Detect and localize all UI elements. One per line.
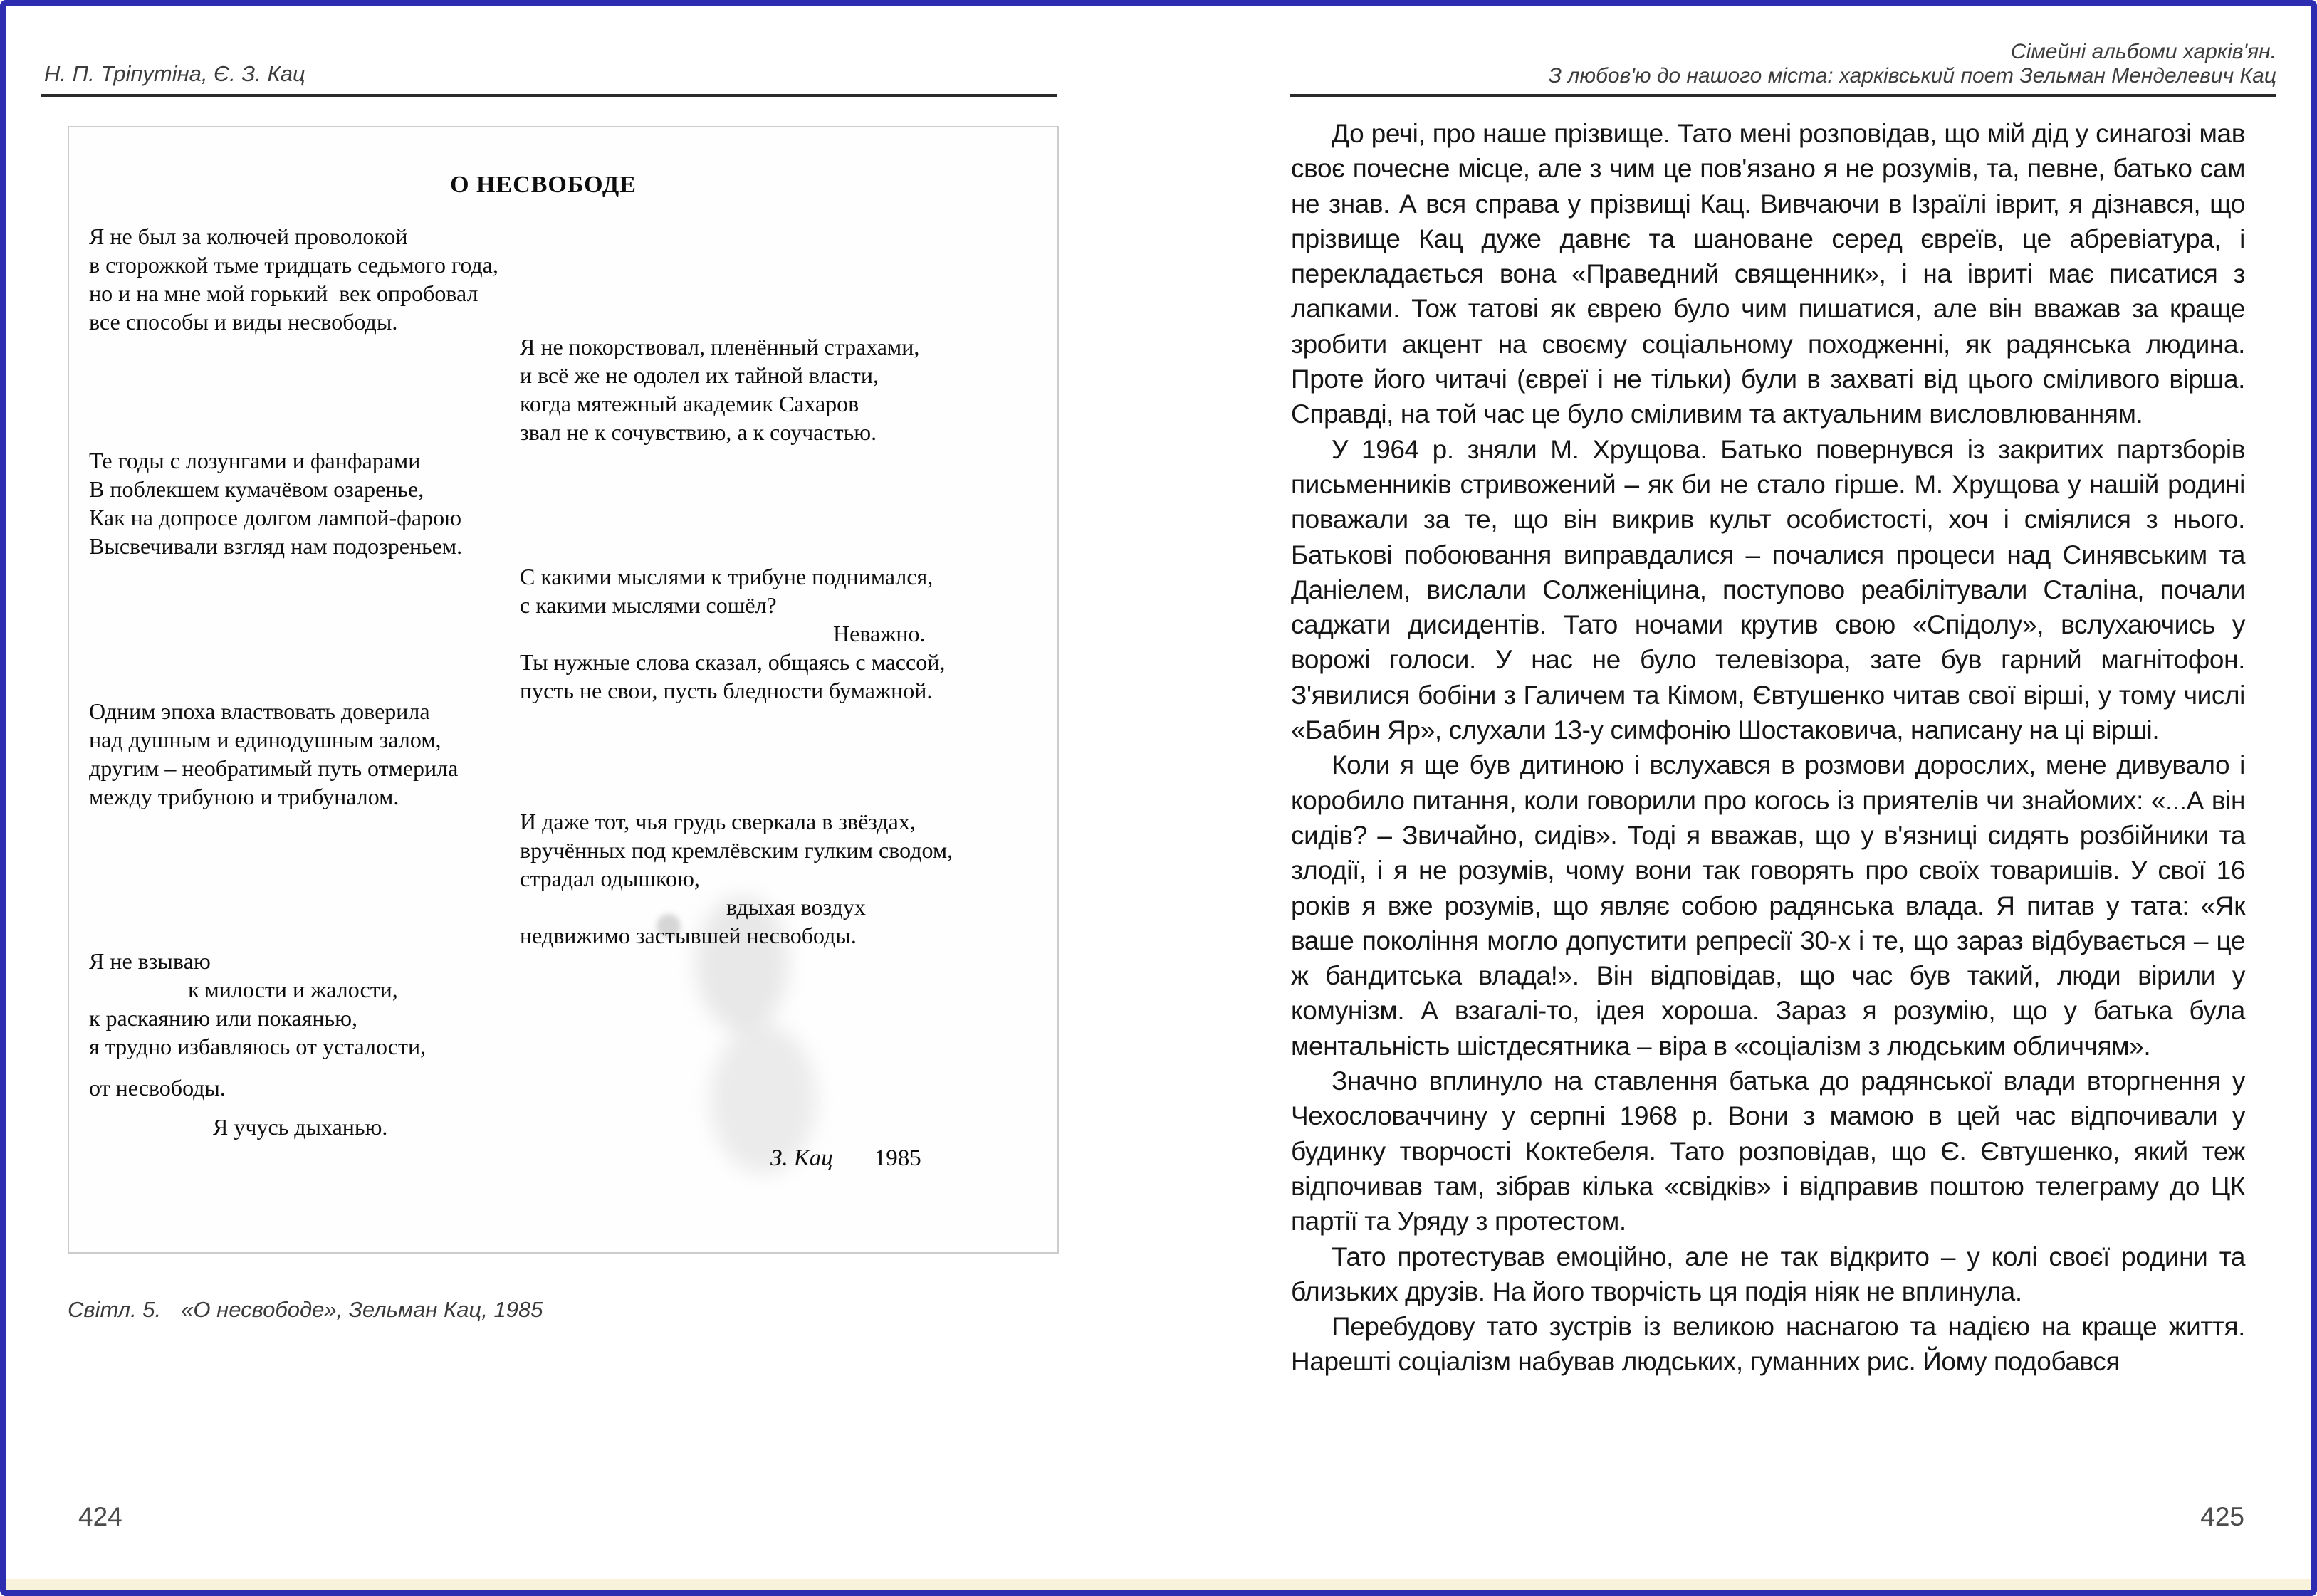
poem-signature	[770, 1145, 921, 1172]
poem-stanza-7: Я не взываю к милости и жалости, к раскаянию или покаянью, я трудно избавляюсь от усталости, от несвободы. Я учусь дыханью.	[89, 948, 427, 1140]
figure-caption	[68, 1297, 543, 1323]
left-header-rule	[41, 94, 1057, 97]
right-header-line2: З любов'ю до нашого міста: харківський поет Зельман Менделевич Кац	[1548, 64, 2276, 88]
memoir-body-text	[1291, 116, 2245, 1380]
page-number-left: 424	[78, 1502, 122, 1531]
paragraph: Значно вплинуло на ставлення батька до радянської влади вторгнення у Чехословаччину у серпні 1968 р. Вони з мамою в цей час відпочивали у будинку творчості Коктебеля. Тато розповідав, що Є. Євтушенко, який теж відпочивав там, зібрав кілька «свідків» і відправив поштою телеграму до ЦК партії та Уряду з протестом.	[1291, 1066, 2245, 1237]
paragraph: Перебудову тато зустрів із великою наснагою та надією на краще життя. Нарешті соціалізм набував людських, гуманних рис. Йому подобався	[1291, 1312, 2245, 1377]
page-number-right: 425	[2200, 1502, 2244, 1531]
paragraph: Тато протестував емоційно, але не так відкрито – у колі своєї родини та близьких друзів. На його творчість ця подія ніяк не вплинула.	[1291, 1241, 2245, 1306]
poem-title: О НЕСВОБОДЕ	[450, 172, 637, 198]
right-page-running-header	[1291, 40, 2276, 88]
poem-stanza-1: Я не был за колючей проволокой в сторожкой тьме тридцать седьмого года, но и на мне мой горький век опробовал все способы и виды несвободы.	[89, 224, 498, 335]
poem-stanza-2: Я не покорствовал, пленённый страхами, и всё же не одолел их тайной власти, когда мятежный академик Сахаров звал не к сочувствию, а к соучастью.	[520, 334, 920, 445]
paragraph: Коли я ще був дитиною і вслухався в розмови дорослих, мене дивувало і коробило питання, коли говорили про когось із приятелів чи знайомих: «...А він сидів? – Звичайно, сидів». Тоді я вважав, що у в'язниці сидять розбійники та злодії, і я не розумів, чому вони так говорять про своїх товаришів. У свої 16 років я вже розумів, що являє собою радянська влада. Я питав у тата: «Як ваше покоління могло допустити репресії 30-х і те, що зараз відбувається – це ж бандитська влада!». Він відповідав, що час був такий, люди вірили у комунізм. А взагалі-то, ідея хороша. Зараз я розумію, що у батька була ментальність шістдесятника – віра в «соціалізм з людським обличчям».	[1291, 750, 2245, 1061]
scan-edge-strip	[6, 1579, 2311, 1590]
poem-stanza-5: Одним эпоха властвовать доверила над душным и единодушным залом, другим – необратимый путь отмерила между трибуною и трибуналом.	[89, 698, 459, 809]
figure-caption-text: «О несвободе», Зельман Кац, 1985	[181, 1297, 543, 1322]
figure-caption-label: Світл. 5.	[68, 1297, 162, 1322]
poem-author-signature: З. Кац	[770, 1145, 833, 1171]
right-header-rule	[1290, 94, 2276, 97]
paragraph: До речі, про наше прізвище. Тато мені розповідав, що мій дід у синагозі мав своє почесне місце, але з чим це пов'язано я не розумів, та, певне, батько сам не знав. А вся справа у прізвищі Кац. Вивчаючи в Ізраїлі іврит, я дізнався, що прізвище Кац дуже давнє та шановане серед євреїв, це абревіатура, і перекладається вона «Праведний священник», і на івриті має писатися з лапками. Тож татові як єврею було чим пишатися, але він вважав за краще зробити акцент на своєму соціальному походженні, як радянська людина. Проте його читачі (євреї і не тільки) були в захваті від цього сміливого вірша. Справді, на той час це було сміливим та актуальним висловлюванням.	[1291, 119, 2245, 429]
right-header-line1: Сімейні альбоми харків'ян.	[2010, 40, 2276, 63]
poem-scan-image	[68, 126, 1059, 1254]
poem-stanza-6: И даже тот, чья грудь сверкала в звёздах, вручённых под кремлёвским гулким сводом, страдал одышкою, вдыхая воздух недвижимо застывшей несвободы.	[520, 809, 953, 948]
poem-stanza-4: С какими мыслями к трибуне поднимался, с какими мыслями сошёл? Неважно. Ты нужные слова сказал, общаясь с массой, пусть не свои, пусть бледности бумажной.	[520, 564, 946, 703]
poem-stanza-3: Те годы с лозунгами и фанфарами В поблекшем кумачёвом озаренье, Как на допросе долгом лампой-фарою Высвечивали взгляд нам подозреньем.	[89, 448, 463, 559]
paragraph: У 1964 р. зняли М. Хрущова. Батько повернувся із закритих партзборів письменників стривожений – як би не стало гірше. М. Хрущова у нашій родині поважали за те, що він викрив культ особистості, хоч і сміялися з нього. Батькові побоювання виправдалися – почалися процеси над Синявським та Даніелем, вислали Солженіцина, поступово реабілітували Сталіна, почали саджати дисидентів. Тато ночами крутив свою «Спідолу», вслухаючись у ворожі голоси. У нас не було телевізора, зате був гарний магнітофон. З'явилися бобіни з Галичем та Кімом, Євтушенко читав свої вірші, у тому числі «Бабин Яр», слухали 13-у симфонію Шостаковича, написану на ці вірші.	[1291, 434, 2245, 745]
left-page-running-header: Н. П. Тріпутіна, Є. З. Кац	[44, 61, 305, 86]
poem-year: 1985	[874, 1145, 921, 1171]
